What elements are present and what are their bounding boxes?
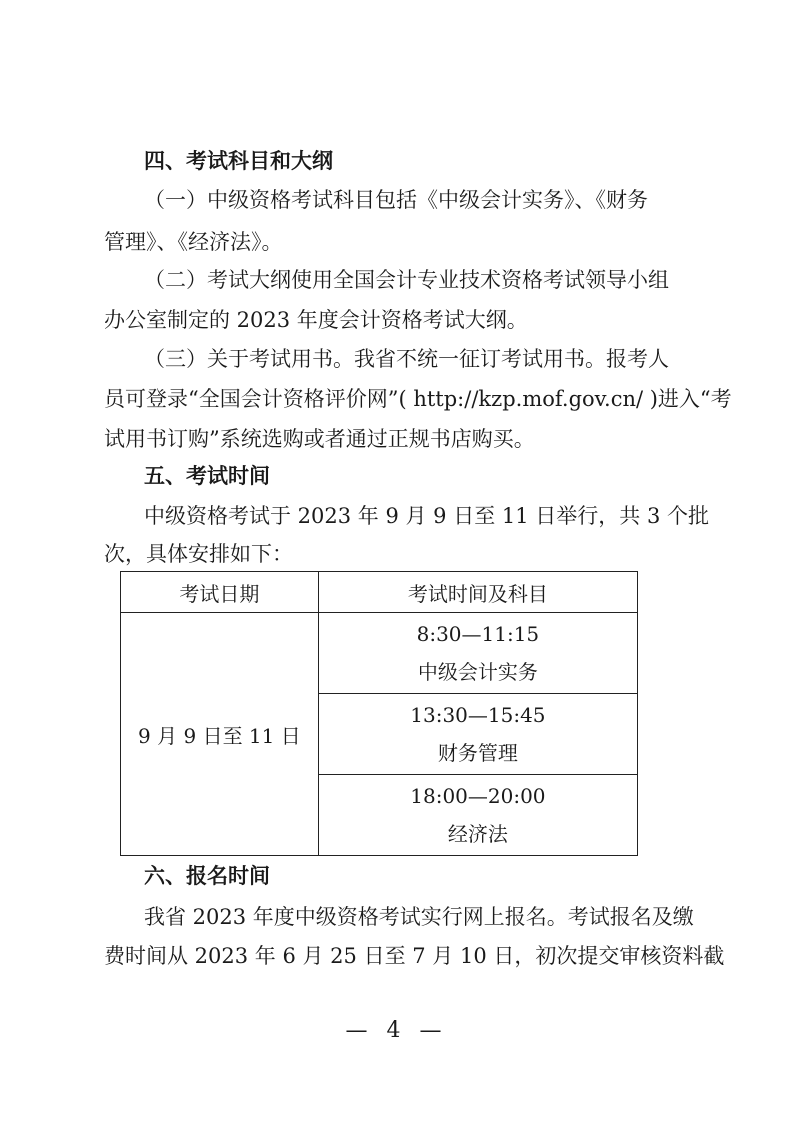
paragraph-subjects-line2: 管理》、《经济法》。 (104, 230, 283, 254)
page-number: — 4 — (345, 1018, 448, 1043)
table-row (121, 613, 638, 694)
header-exam-date: 考试日期 (121, 572, 319, 613)
header-exam-time-subject: 考试时间及科目 (318, 572, 637, 613)
paragraph-exam-time-line1: 中级资格考试于 2023 年 9 月 9 日至 11 日举行，共 3 个批 (144, 504, 709, 528)
exam-date-cell: 9 月 9 日至 11 日 (121, 613, 319, 856)
slot-time: 18:00—20:00 (410, 784, 546, 808)
paragraph-subjects-line1: （一）中级资格考试科目包括《中级会计实务》、《财务 (144, 188, 648, 212)
exam-schedule-table (120, 571, 638, 856)
slot-time: 8:30—11:15 (416, 622, 540, 646)
section-heading-exam-subjects: 四、考试科目和大纲 (144, 149, 333, 173)
time-slot-cell (318, 613, 637, 694)
paragraph-exam-time-line2: 次，具体安排如下： (104, 542, 293, 566)
paragraph-books-line1: （三）关于考试用书。我省不统一征订考试用书。报考人 (144, 347, 669, 371)
paragraph-registration-line2: 费时间从 2023 年 6 月 25 日至 7 月 10 日，初次提交审核资料截 (104, 944, 725, 968)
slot-subject: 经济法 (447, 822, 508, 846)
paragraph-books-line3: 试用书订购”系统选购或者通过正规书店购买。 (104, 427, 535, 451)
time-slot-cell (318, 775, 637, 856)
section-heading-registration-time: 六、报名时间 (144, 864, 270, 888)
slot-time: 13:30—15:45 (410, 703, 546, 727)
paragraph-registration-line1: 我省 2023 年度中级资格考试实行网上报名。考试报名及缴 (144, 905, 694, 929)
slot-subject: 中级会计实务 (417, 660, 538, 684)
paragraph-syllabus-line1: （二）考试大纲使用全国会计专业技术资格考试领导小组 (144, 268, 669, 292)
time-slot-cell (318, 694, 637, 775)
slot-subject: 财务管理 (437, 741, 518, 765)
paragraph-books-line2: 员可登录“全国会计资格评价网”( http://kzp.mof.gov.cn/ )进入“考 (104, 387, 732, 411)
paragraph-syllabus-line2: 办公室制定的 2023 年度会计资格考试大纲。 (104, 308, 528, 332)
table-header-row (121, 572, 638, 613)
section-heading-exam-time: 五、考试时间 (144, 464, 270, 488)
